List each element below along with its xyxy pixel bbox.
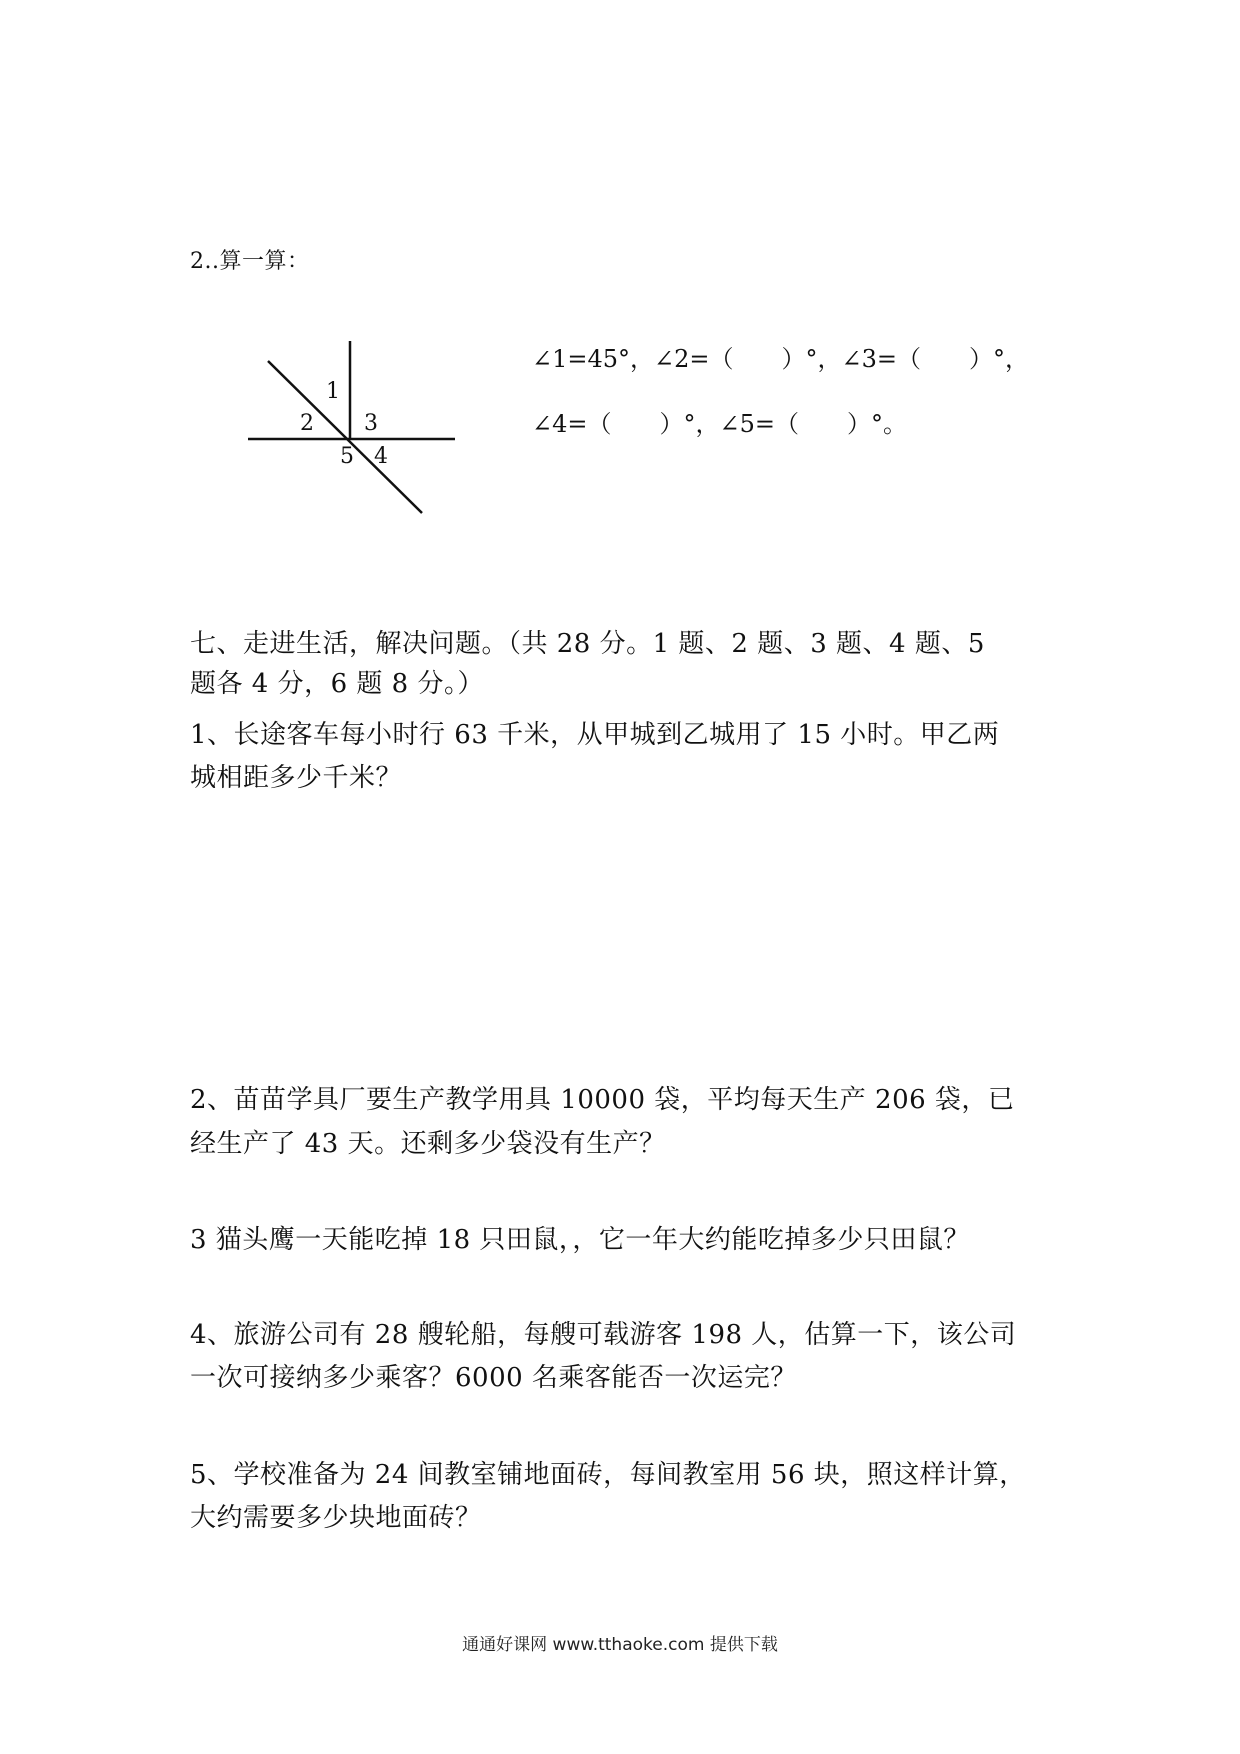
angle-label-4: 4 — [374, 444, 388, 469]
angle-answers-row-2: ∠4=（ ）°，∠5=（ ）°。 — [532, 410, 907, 438]
question-1-line-2: 城相距多少千米？ — [190, 763, 403, 793]
question-4-line-1: 4、旅游公司有 28 艘轮船，每艘可载游客 198 人，估算一下，该公司 — [190, 1320, 1017, 1350]
question-2-line-1: 2、苗苗学具厂要生产教学用具 10000 袋，平均每天生产 206 袋，已 — [190, 1085, 1015, 1115]
section7-heading-line-2: 题各 4 分，6 题 8 分。） — [190, 669, 484, 699]
question-5-line-2: 大约需要多少块地面砖？ — [190, 1503, 482, 1533]
footer-download-note: 通通好课网 www.tthaoke.com 提供下载 — [462, 1635, 778, 1655]
question-2-line-2: 经生产了 43 天。还剩多少袋没有生产？ — [190, 1129, 666, 1159]
diagonal-line — [268, 361, 422, 513]
question-5-line-1: 5、学校准备为 24 间教室铺地面砖，每间教室用 56 块，照这样计算， — [190, 1460, 1026, 1490]
question-3-line-1: 3 猫头鹰一天能吃掉 18 只田鼠，，它一年大约能吃掉多少只田鼠？ — [190, 1225, 970, 1255]
question-1-line-1: 1、长途客车每小时行 63 千米，从甲城到乙城用了 15 小时。甲乙两 — [190, 720, 1000, 750]
angle-label-3: 3 — [364, 411, 378, 436]
angle-label-5: 5 — [340, 444, 354, 469]
calc-section-heading: 2..算一算： — [190, 249, 310, 274]
section7-heading-line-1: 七、走进生活，解决问题。（共 28 分。1 题、2 题、3 题、4 题、5 — [190, 629, 985, 659]
angle-label-2: 2 — [300, 411, 314, 436]
angle-answers-row-1: ∠1=45°，∠2=（ ）°，∠3=（ ）°， — [532, 345, 1030, 373]
angle-label-1: 1 — [326, 379, 340, 404]
question-4-line-2: 一次可接纳多少乘客？6000 名乘客能否一次运完？ — [190, 1363, 797, 1393]
angle-diagram — [240, 335, 470, 520]
